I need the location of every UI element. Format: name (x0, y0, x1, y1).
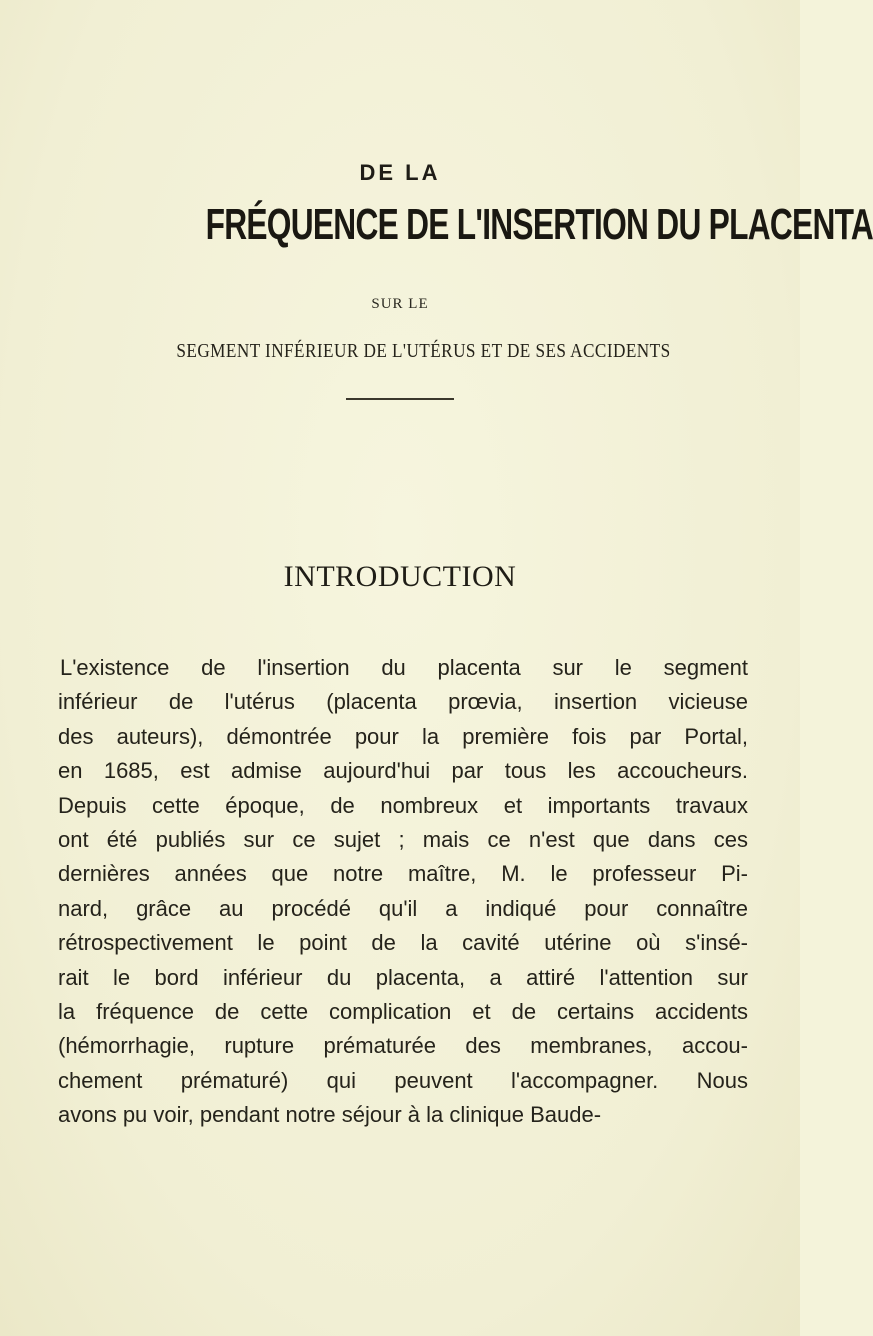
pre-title: DE LA (359, 160, 441, 185)
title-subline: SUR LE (371, 296, 429, 312)
paragraph-line: nard, grâce au procédé qu'il a indiqué pour connaître (58, 895, 748, 921)
body-paragraph (58, 651, 748, 1133)
section-heading: INTRODUCTION (283, 560, 517, 593)
paragraph-line: rétrospectivement le point de la cavité utérine où s'insé- (58, 930, 748, 956)
main-title: FRÉQUENCE DE L'INSERTION DU PLACENTA (205, 200, 873, 249)
paragraph-line: rait le bord inférieur du placenta, a attiré l'attention sur (58, 964, 748, 990)
paragraph-line: dernières années que notre maître, M. le professeur Pi- (58, 861, 748, 887)
paragraph-line: des auteurs), démontrée pour la première fois par Portal, (58, 723, 748, 749)
paragraph-line: en 1685, est admise aujourd'hui par tous les accoucheurs. (58, 758, 748, 784)
paragraph-line: Depuis cette époque, de nombreux et importants travaux (58, 792, 748, 818)
paragraph-line: inférieur de l'utérus (placenta prœvia, insertion vicieuse (58, 689, 748, 715)
paragraph-line: L'existence de l'insertion du placenta sur le segment (60, 655, 748, 680)
paragraph-line: ont été publiés sur ce sujet ; mais ce n'est que dans ces (58, 827, 748, 853)
paragraph-line: (hémorrhagie, rupture prématurée des membranes, accou- (58, 1033, 748, 1059)
paragraph-line: la fréquence de cette complication et de certains accidents (58, 999, 748, 1025)
paragraph-line: avons pu voir, pendant notre séjour à la clinique Baude- (58, 1102, 602, 1128)
title-divider (346, 398, 454, 400)
paragraph-line: chement prématuré) qui peuvent l'accompagner. Nous (58, 1067, 748, 1093)
title-subtitle: SEGMENT INFÉRIEUR DE L'UTÉRUS ET DE SES ACCIDENTS (176, 340, 671, 362)
